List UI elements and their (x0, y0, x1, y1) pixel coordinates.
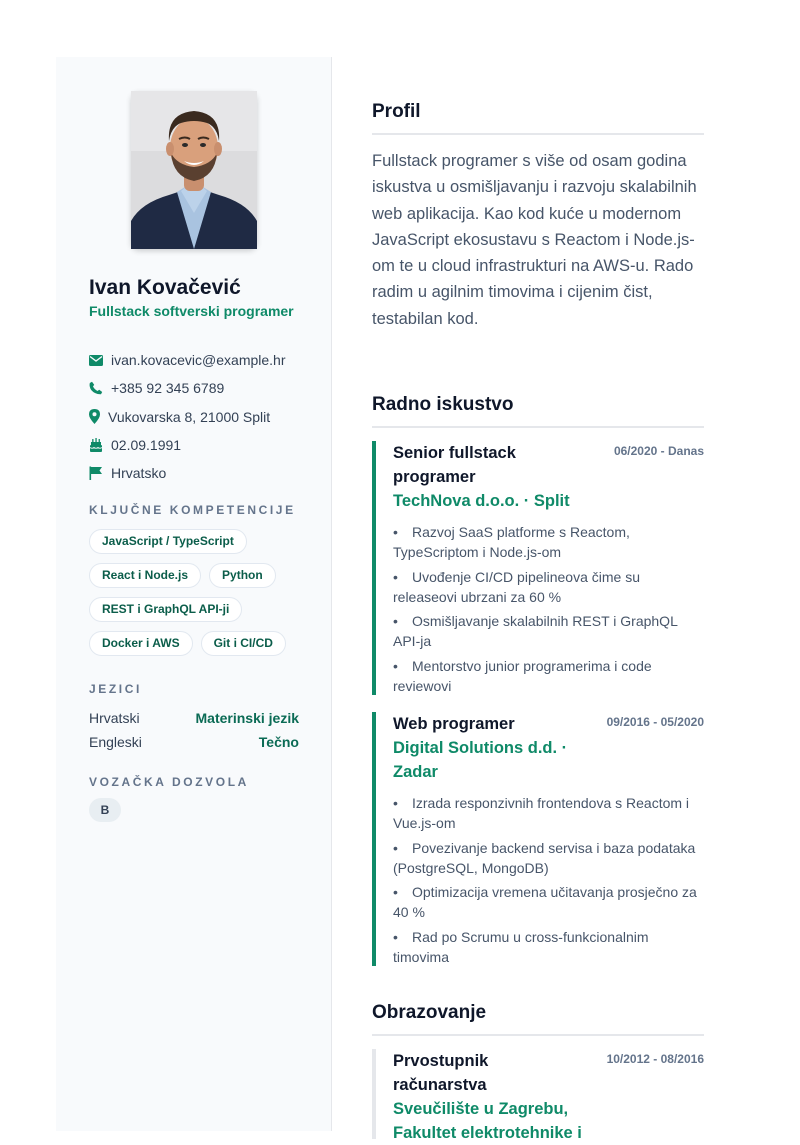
job-role: Web programer (393, 715, 515, 733)
language-name: Engleski (89, 734, 142, 750)
language-row (89, 706, 299, 730)
profile-photo (131, 91, 257, 249)
contact-nationality-text: Hrvatsko (111, 465, 167, 482)
job-company: Digital Solutions d.d. · Zadar (393, 739, 568, 781)
contact-address (89, 403, 329, 431)
job-company: TechNova d.o.o. · Split (393, 492, 570, 510)
education-entry (372, 1049, 704, 1142)
driving-license-badge: B (89, 798, 121, 822)
contact-phone-text: +385 92 345 6789 (111, 380, 225, 397)
education-date: 10/2012 - 08/2016 (606, 1052, 704, 1066)
experience-entry (372, 712, 704, 966)
contact-phone[interactable] (89, 374, 329, 402)
job-role: Senior fullstack programer (393, 444, 516, 486)
contact-birthdate (89, 431, 329, 459)
language-level: Tečno (258, 734, 299, 750)
skill-chip: REST i GraphQL API-ji (89, 597, 242, 622)
list-item: • Izrada responzivnih frontendova s Reactom i Vue.js-om (393, 795, 690, 832)
experience-heading: Radno iskustvo (372, 394, 704, 428)
contact-list (89, 346, 329, 487)
skill-chip: Python (209, 563, 276, 588)
contact-birthdate-text: 02.09.1991 (111, 437, 182, 454)
job-date: 09/2016 - 05/2020 (606, 715, 704, 729)
skills-heading: KLJUČNE KOMPETENCIJE (89, 503, 296, 517)
list-item: • Mentorstvo junior programerima i code reviewovi (393, 657, 652, 695)
languages-heading: JEZICI (89, 682, 142, 696)
sidebar (56, 57, 332, 1131)
degree-name: Prvostupnik računarstva (393, 1052, 489, 1094)
skill-chip: Git i CI/CD (201, 631, 286, 656)
birthday-cake-icon (89, 438, 111, 452)
language-name: Hrvatski (89, 710, 140, 726)
education-heading: Obrazovanje (372, 1002, 704, 1036)
profile-photo-illustration (131, 91, 257, 249)
contact-email-text: ivan.kovacevic@example.hr (111, 352, 286, 369)
job-bullets (393, 793, 704, 967)
contact-address-text: Vukovarska 8, 21000 Split (108, 408, 271, 425)
job-date: 06/2020 - Danas (613, 444, 704, 458)
language-row (89, 730, 299, 754)
job-bullets (393, 522, 704, 696)
skill-chip: React i Node.js (89, 563, 201, 588)
flag-icon (89, 466, 111, 480)
person-job-title: Fullstack softverski programer (89, 303, 294, 319)
list-item: • Razvoj SaaS platforme s Reactom, TypeScriptom i Node.js-om (393, 524, 630, 561)
language-level: Materinski jezik (195, 710, 299, 726)
profile-heading: Profil (372, 101, 704, 135)
contact-nationality (89, 459, 329, 487)
languages-list (89, 706, 299, 754)
contact-email[interactable] (89, 346, 329, 374)
institution-name: Sveučilište u Zagrebu, Fakultet elektrotehnike i (393, 1100, 582, 1142)
list-item: • Uvođenje CI/CD pipelineova čime su releaseovi ubrzani za 60 % (393, 568, 640, 605)
skill-chip: Docker i AWS (89, 631, 193, 656)
list-item: • Rad po Scrumu u cross-funkcionalnim timovima (393, 928, 649, 966)
map-pin-icon (89, 409, 108, 424)
profile-summary: Fullstack programer s više od osam godina iskustva u osmišljavanju i razvoju skalabilnih web aplikacija. Kao kod kuće u modernom JavaScript ekosustavu s Reactom i Node.js-om te u cloud infrastrukturi na AWS-u. Rado radim u agilnim timovima i cijenim čist, testabilan kod. (372, 152, 697, 328)
experience-entry (372, 441, 704, 695)
skills-list (89, 529, 319, 665)
list-item: • Povezivanje backend servisa i baza podataka (PostgreSQL, MongoDB) (393, 839, 696, 876)
person-name: Ivan Kovačević (89, 276, 241, 299)
driving-license-heading: VOZAČKA DOZVOLA (89, 775, 249, 789)
skill-chip: JavaScript / TypeScript (89, 529, 247, 554)
envelope-icon (89, 355, 111, 366)
list-item: • Optimizacija vremena učitavanja prosječno za 40 % (393, 884, 697, 921)
phone-icon (89, 381, 111, 395)
list-item: • Osmišljavanje skalabilnih REST i GraphQL API-ja (393, 613, 678, 650)
